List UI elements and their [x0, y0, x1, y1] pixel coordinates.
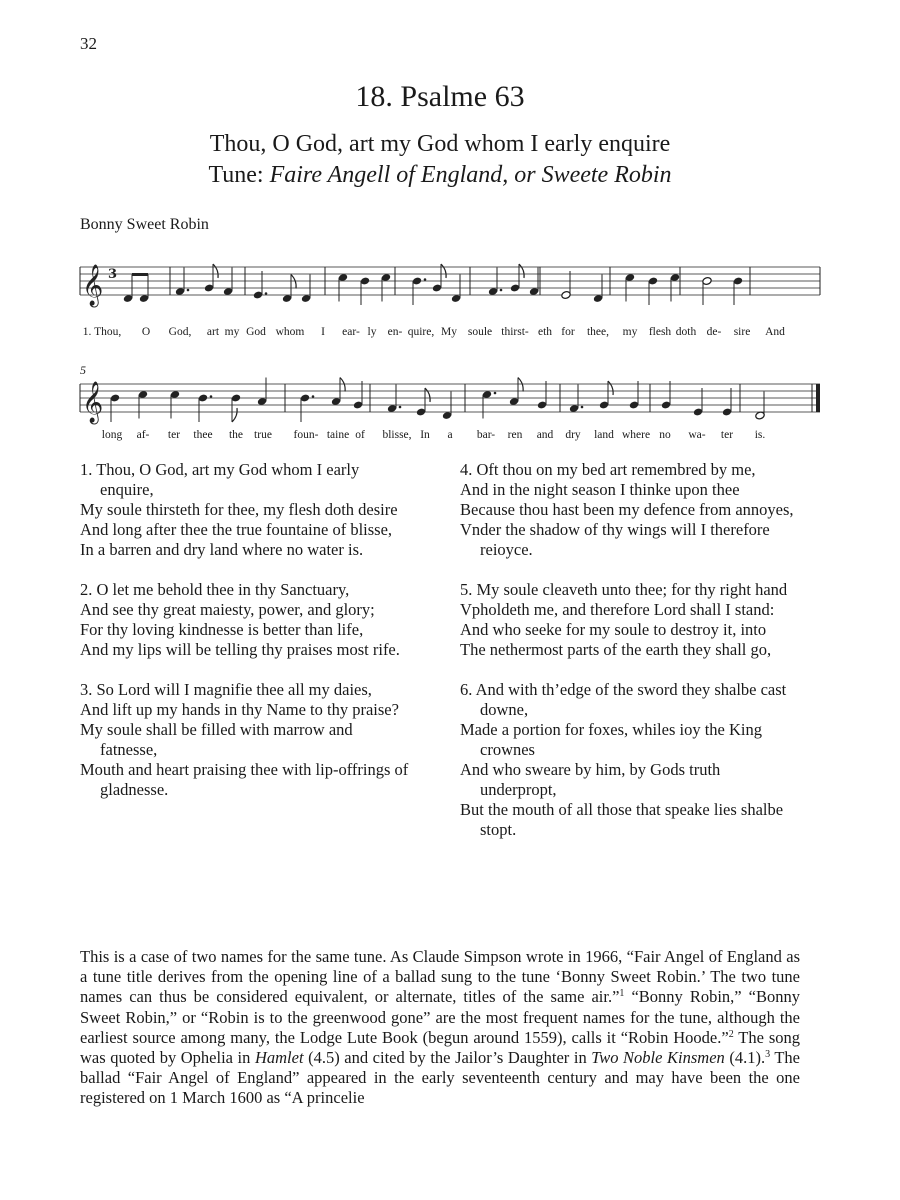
lyric-syllable: God: [246, 326, 266, 338]
lyric-syllable: my: [224, 326, 240, 338]
footnote-ref: 2: [728, 1028, 734, 1040]
staff-lines: [80, 384, 820, 412]
lyric-syllable: I: [321, 326, 325, 338]
verse: [80, 460, 410, 560]
lyric-syllable: blisse,: [382, 429, 412, 441]
lyric-syllable: wa-: [688, 429, 706, 441]
lyric-syllable: is.: [754, 429, 766, 441]
work-title: Hamlet: [254, 1048, 304, 1068]
verse-line: And who sweare by him, by Gods truth underpropt,: [460, 760, 721, 799]
lyric-syllable: and: [536, 429, 554, 441]
lyric-syllable: soule: [467, 326, 493, 338]
lyric-syllable: of: [355, 429, 365, 441]
verse-line: The nethermost parts of the earth they shall go,: [460, 640, 772, 659]
lyric-syllable: the: [228, 429, 244, 441]
verse-line: Because thou hast been my defence from annoyes,: [460, 500, 794, 519]
lyric-syllable: ter: [720, 429, 734, 441]
lyric-syllable: true: [254, 429, 272, 441]
lyric-syllable: thee: [193, 429, 213, 441]
commentary-paragraph: [80, 947, 800, 1109]
tune-prefix: Tune:: [208, 162, 270, 188]
verse: [80, 580, 410, 660]
treble-clef: 𝄞: [82, 265, 104, 306]
verse-line: And see thy great maiesty, power, and glory;: [80, 600, 375, 619]
lyric-syllable: In: [420, 429, 430, 441]
verse-line: In a barren and dry land where no water is.: [80, 540, 364, 559]
treble-clef: 𝄞: [82, 382, 104, 423]
lyric-syllable: ren: [507, 429, 523, 441]
verse-line: My soule shall be filled with marrow and fatnesse,: [80, 720, 353, 759]
verse-line: But the mouth of all those that speake lies shalbe stopt.: [460, 800, 784, 839]
verses-left-column: [80, 460, 410, 820]
note-dot: [210, 395, 213, 398]
lyric-syllable: en-: [387, 326, 403, 338]
lyric-syllable: ear-: [342, 326, 360, 338]
footnote-ref: 3: [765, 1049, 771, 1061]
verse-line: Vnder the shadow of thy wings will I therefore reioyce.: [460, 520, 770, 559]
verse-line: And long after thee the true fountaine of blisse,: [80, 520, 393, 539]
verse-line: 3. So Lord will I magnifie thee all my daies,: [80, 680, 372, 699]
note-flag: [608, 381, 613, 395]
lyric-syllable: flesh: [648, 326, 672, 338]
note-flag: [425, 388, 430, 402]
lyric-syllable: O: [141, 326, 151, 338]
verse: [460, 680, 800, 840]
verse-line: And who seeke for my soule to destroy it, into: [460, 620, 767, 639]
work-title: Two Noble Kinsmen: [591, 1048, 725, 1068]
note-dot: [265, 292, 268, 295]
verse: [460, 580, 800, 660]
note-dot: [399, 406, 402, 409]
note-flag: [519, 264, 524, 278]
measure-number: 5: [80, 363, 86, 377]
verse-line: And my lips will be telling thy praises most rife.: [80, 640, 400, 659]
music-tune-name: Bonny Sweet Robin: [80, 216, 209, 233]
lyric-syllable: no: [659, 429, 671, 441]
lyric-syllable: dry: [565, 429, 581, 441]
lyric-syllable: de-: [706, 326, 722, 338]
lyric-syllable: ly: [367, 326, 377, 338]
music-staff-system-1: [0, 255, 900, 325]
lyric-syllable: My: [441, 326, 457, 338]
verse-line: 5. My soule cleaveth unto thee; for thy right hand: [460, 580, 788, 599]
verse-line: And lift up my hands in thy Name to thy praise?: [80, 700, 399, 719]
lyric-syllable: ter: [167, 429, 181, 441]
note-flag: [291, 275, 296, 289]
lyric-syllable: whom: [275, 326, 305, 338]
commentary-text: “Bonny Robin,” “Bonny Sweet Robin,” or “Robin is to the greenwood gone” are the most frequent names for the tune, although the earliest source among many, the Lodge Lute Book (begun around 1559), calls it “Robin Hoode.”: [80, 987, 800, 1047]
psalm-subtitle: Thou, O God, art my God whom I early enquire: [209, 131, 671, 157]
lyric-syllable: And: [765, 326, 785, 338]
commentary-text: (4.1).: [724, 1048, 766, 1068]
verse-line: My soule thirsteth for thee, my flesh doth desire: [80, 500, 398, 519]
page-number: 32: [80, 34, 97, 53]
note-dot: [424, 278, 427, 281]
time-signature: 3: [108, 267, 118, 282]
verse-line: 6. And with th’edge of the sword they shalbe cast downe,: [460, 680, 787, 719]
tune-title: Faire Angell of England, or Sweete Robin: [269, 162, 672, 188]
verse-line: 2. O let me behold thee in thy Sanctuary,: [80, 580, 350, 599]
commentary-text: The ballad “Fair Angel of England” appeared in the early seventeenth century and may have been the one registered on 1 March 1600 as “A princelie: [80, 1048, 800, 1108]
commentary-text: This is a case of two names for the same tune. As Claude Simpson wrote in 1966, “Fair Angel of England as a tune title derives from the opening line of a ballad sung to the tune ‘Bonny Sweet Robin.’ The two tune names can thus be considered equivalent, or alternate, titles of the same air.”: [80, 947, 800, 1007]
tune-line: [0, 162, 880, 189]
lyric-syllable: where: [621, 429, 651, 441]
lyric-syllable: foun-: [293, 429, 319, 441]
lyric-syllable: thee,: [586, 326, 610, 338]
lyric-syllable: sire: [733, 326, 751, 338]
lyric-syllable: art: [206, 326, 220, 338]
verse-line: For thy loving kindnesse is better than life,: [80, 620, 364, 639]
note-flag: [232, 408, 237, 422]
verse: [80, 680, 410, 800]
lyric-syllable: God,: [168, 326, 192, 338]
note-dot: [581, 406, 584, 409]
footnote-ref: 1: [619, 988, 625, 1000]
lyric-syllable: for: [561, 326, 575, 338]
lyric-syllable: taine: [326, 429, 350, 441]
verses-right-column: [460, 460, 800, 860]
lyric-syllable: eth: [537, 326, 553, 338]
note-dot: [312, 395, 315, 398]
lyric-syllable: thirst-: [501, 326, 529, 338]
note-flag: [340, 378, 345, 392]
page-title: 18. Psalme 63: [355, 80, 525, 113]
note-flag: [441, 264, 446, 278]
lyric-syllable: 1. Thou,: [82, 326, 122, 338]
verse-line: Made a portion for foxes, whiles ioy the King crownes: [460, 720, 762, 759]
note-dot: [494, 392, 497, 395]
verse-line: Mouth and heart praising thee with lip-offrings of gladnesse.: [80, 760, 409, 799]
commentary-text: The song was quoted by Ophelia in: [80, 1027, 800, 1068]
verse-line: 4. Oft thou on my bed art remembred by me,: [460, 460, 756, 479]
lyric-syllable: land: [594, 429, 614, 441]
verse-line: 1. Thou, O God, art my God whom I early enquire,: [80, 460, 360, 499]
lyric-syllable: af-: [136, 429, 150, 441]
lyric-syllable: doth: [675, 326, 697, 338]
lyric-syllable: my: [622, 326, 638, 338]
lyric-syllable: a: [447, 429, 453, 441]
verse: [460, 460, 800, 560]
lyric-syllable: long: [101, 429, 123, 441]
lyric-syllable: quire,: [407, 326, 435, 338]
commentary-text: (4.5) and cited by the Jailor’s Daughter in: [303, 1048, 592, 1068]
verse-line: And in the night season I thinke upon thee: [460, 480, 740, 499]
lyric-syllable: bar-: [476, 429, 496, 441]
note-flag: [518, 378, 523, 392]
note-dot: [187, 289, 190, 292]
verse-line: Vpholdeth me, and therefore Lord shall I stand:: [460, 600, 775, 619]
note-flag: [213, 264, 218, 278]
note-dot: [500, 289, 503, 292]
